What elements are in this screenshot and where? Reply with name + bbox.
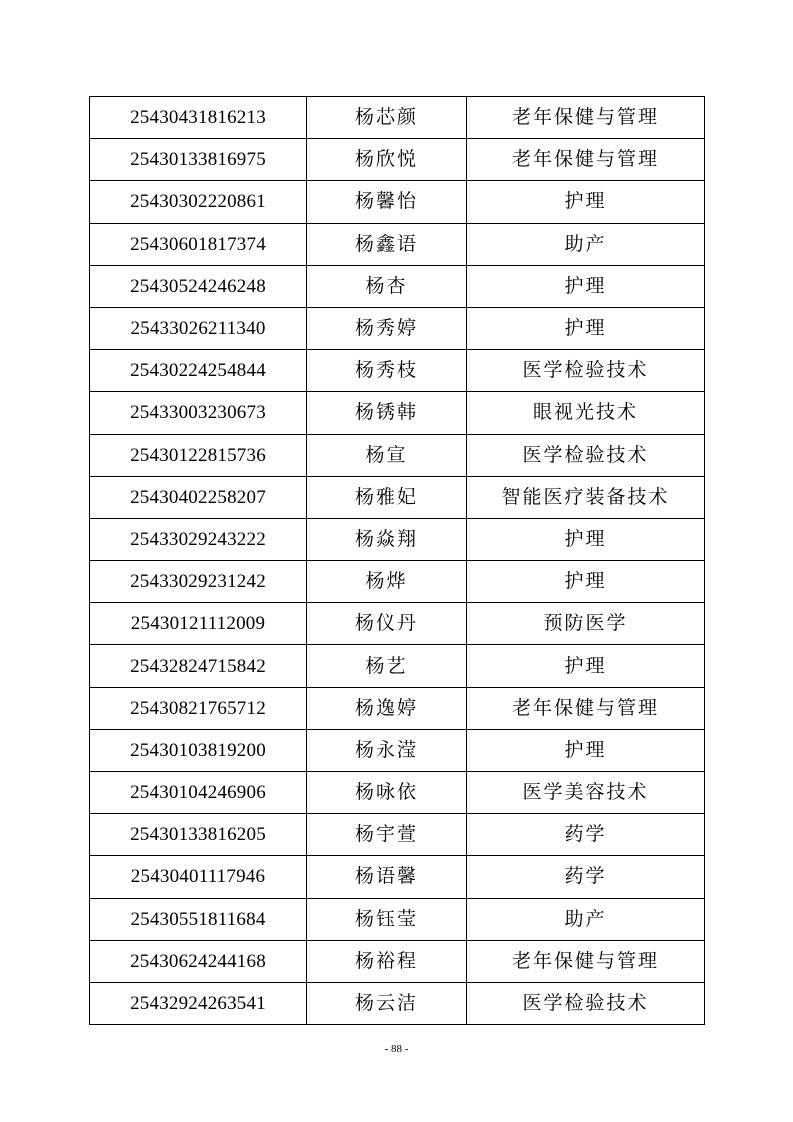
table-row (90, 392, 705, 434)
major-cell: 助产 (467, 898, 705, 940)
student-name-cell: 杨秀枝 (307, 350, 467, 392)
registration-number-cell: 25430224254844 (90, 350, 307, 392)
student-name-cell: 杨鑫语 (307, 223, 467, 265)
registration-number-cell: 25430601817374 (90, 223, 307, 265)
registration-number-cell: 25433003230673 (90, 392, 307, 434)
table-row (90, 772, 705, 814)
table-row (90, 139, 705, 181)
registration-number-cell: 25432824715842 (90, 645, 307, 687)
registration-number-cell: 25430401117946 (90, 856, 307, 898)
student-name-cell: 杨芯颜 (307, 97, 467, 139)
table-row (90, 434, 705, 476)
student-name-cell: 杨裕程 (307, 940, 467, 982)
major-cell: 老年保健与管理 (467, 139, 705, 181)
table-row (90, 814, 705, 856)
registration-number-cell: 25433026211340 (90, 307, 307, 349)
registration-number-cell: 25430624244168 (90, 940, 307, 982)
registration-number-cell: 25433029243222 (90, 518, 307, 560)
major-cell: 护理 (467, 181, 705, 223)
major-cell: 护理 (467, 265, 705, 307)
student-name-cell: 杨语馨 (307, 856, 467, 898)
registration-number-cell: 25430821765712 (90, 687, 307, 729)
table-row (90, 518, 705, 560)
table-row (90, 97, 705, 139)
major-cell: 老年保健与管理 (467, 687, 705, 729)
major-cell: 助产 (467, 223, 705, 265)
major-cell: 护理 (467, 307, 705, 349)
major-cell: 护理 (467, 518, 705, 560)
major-cell: 药学 (467, 814, 705, 856)
table-row (90, 856, 705, 898)
major-cell: 医学检验技术 (467, 982, 705, 1024)
roster-body (90, 97, 705, 1025)
major-cell: 老年保健与管理 (467, 97, 705, 139)
registration-number-cell: 25430122815736 (90, 434, 307, 476)
page-number: - 88 - (384, 1043, 409, 1055)
major-cell: 预防医学 (467, 603, 705, 645)
major-cell: 医学检验技术 (467, 350, 705, 392)
student-name-cell: 杨逸婷 (307, 687, 467, 729)
registration-number-cell: 25430121112009 (90, 603, 307, 645)
table-row (90, 223, 705, 265)
registration-number-cell: 25430133816975 (90, 139, 307, 181)
student-name-cell: 杨云洁 (307, 982, 467, 1024)
registration-number-cell: 25430133816205 (90, 814, 307, 856)
student-name-cell: 杨杏 (307, 265, 467, 307)
table-row (90, 561, 705, 603)
table-row (90, 350, 705, 392)
table-row (90, 181, 705, 223)
major-cell: 老年保健与管理 (467, 940, 705, 982)
table-row (90, 729, 705, 771)
major-cell: 护理 (467, 561, 705, 603)
major-cell: 护理 (467, 645, 705, 687)
table-row (90, 476, 705, 518)
registration-number-cell: 25433029231242 (90, 561, 307, 603)
major-cell: 护理 (467, 729, 705, 771)
table-row (90, 982, 705, 1024)
registration-number-cell: 25430524246248 (90, 265, 307, 307)
registration-number-cell: 25430302220861 (90, 181, 307, 223)
student-name-cell: 杨宇萱 (307, 814, 467, 856)
student-name-cell: 杨永滢 (307, 729, 467, 771)
registration-number-cell: 25430551811684 (90, 898, 307, 940)
major-cell: 药学 (467, 856, 705, 898)
student-name-cell: 杨仪丹 (307, 603, 467, 645)
student-name-cell: 杨宣 (307, 434, 467, 476)
registration-number-cell: 25430431816213 (90, 97, 307, 139)
student-name-cell: 杨艺 (307, 645, 467, 687)
table-row (90, 687, 705, 729)
student-name-cell: 杨锈韩 (307, 392, 467, 434)
table-row (90, 940, 705, 982)
table-row (90, 307, 705, 349)
roster-table (89, 96, 705, 1025)
student-name-cell: 杨烨 (307, 561, 467, 603)
registration-number-cell: 25430104246906 (90, 772, 307, 814)
student-name-cell: 杨秀婷 (307, 307, 467, 349)
student-name-cell: 杨钰莹 (307, 898, 467, 940)
table-row (90, 603, 705, 645)
table-row (90, 645, 705, 687)
table-row (90, 898, 705, 940)
registration-number-cell: 25430402258207 (90, 476, 307, 518)
student-name-cell: 杨雅妃 (307, 476, 467, 518)
registration-number-cell: 25430103819200 (90, 729, 307, 771)
student-name-cell: 杨馨怡 (307, 181, 467, 223)
major-cell: 眼视光技术 (467, 392, 705, 434)
major-cell: 智能医疗装备技术 (467, 476, 705, 518)
major-cell: 医学美容技术 (467, 772, 705, 814)
registration-number-cell: 25432924263541 (90, 982, 307, 1024)
student-name-cell: 杨咏依 (307, 772, 467, 814)
major-cell: 医学检验技术 (467, 434, 705, 476)
student-name-cell: 杨焱翔 (307, 518, 467, 560)
table-row (90, 265, 705, 307)
student-name-cell: 杨欣悦 (307, 139, 467, 181)
